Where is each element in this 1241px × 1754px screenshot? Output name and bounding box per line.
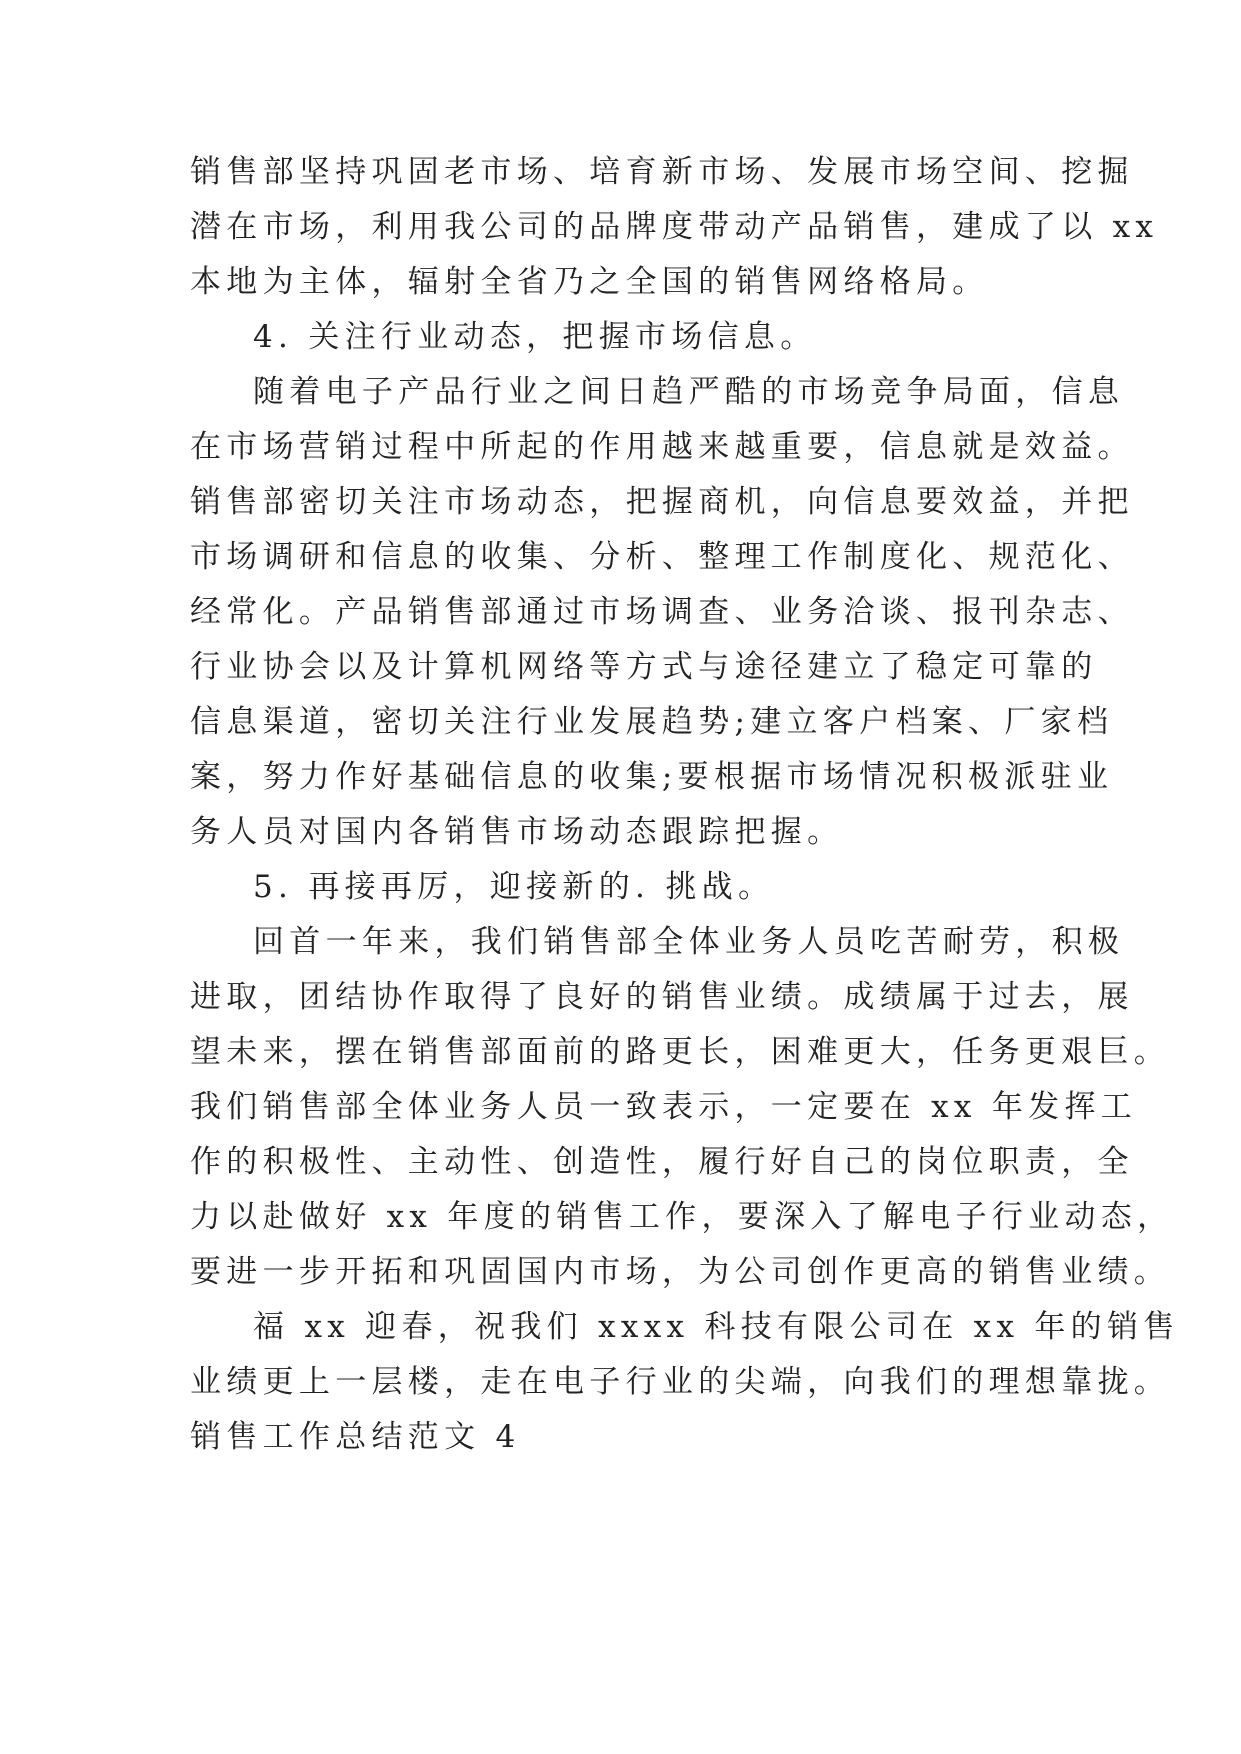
paragraph-line: 市场调研和信息的收集、分析、整理工作制度化、规范化、 [190,539,1134,575]
paragraph-line: 经常化。产品销售部通过市场调查、业务洽谈、报刊杂志、 [190,594,1134,630]
paragraph-line: 作的积极性、主动性、创造性，履行好自己的岗位职责，全 [190,1144,1134,1180]
paragraph-line: 销售部密切关注市场动态，把握商机，向信息要效益，并把 [190,484,1134,520]
paragraph-line: 望未来，摆在销售部面前的路更长，困难更大，任务更艰巨。 [190,1034,1171,1070]
paragraph-line: 潜在市场，利用我公司的品牌度带动产品销售，建成了以 xx [190,209,1159,245]
paragraph-line: 要进一步开拓和巩固国内市场，为公司创作更高的销售业绩。 [190,1254,1171,1290]
section-heading: 4. 关注行业动态，把握市场信息。 [253,319,817,355]
paragraph-line: 福 xx 迎春，祝我们 xxxx 科技有限公司在 xx 年的销售 [253,1309,1180,1345]
section-title: 销售工作总结范文 4 [190,1419,521,1455]
paragraph-line: 务人员对国内各销售市场动态跟踪把握。 [190,814,844,850]
paragraph-line: 进取，团结协作取得了良好的销售业绩。成绩属于过去，展 [190,979,1134,1015]
section-heading: 5. 再接再厉，迎接新的. 挑战。 [253,869,775,905]
paragraph-line: 销售部坚持巩固老市场、培育新市场、发展市场空间、挖掘 [190,154,1134,190]
paragraph-line: 行业协会以及计算机网络等方式与途径建立了稳定可靠的 [190,649,1098,685]
paragraph-line: 案，努力作好基础信息的收集;要根据市场情况积极派驻业 [190,759,1114,795]
paragraph-line: 力以赴做好 xx 年度的销售工作，要深入了解电子行业动态， [190,1199,1174,1235]
paragraph-line: 信息渠道，密切关注行业发展趋势;建立客户档案、厂家档 [190,704,1114,740]
paragraph-line: 回首一年来，我们销售部全体业务人员吃苦耐劳，积极 [253,924,1125,960]
paragraph-line: 本地为主体，辐射全省乃之全国的销售网络格局。 [190,264,989,300]
paragraph-line: 随着电子产品行业之间日趋严酷的市场竞争局面，信息 [253,374,1125,410]
paragraph-line: 在市场营销过程中所起的作用越来越重要，信息就是效益。 [190,429,1134,465]
paragraph-line: 我们销售部全体业务人员一致表示，一定要在 xx 年发挥工 [190,1089,1138,1125]
paragraph-line: 业绩更上一层楼，走在电子行业的尖端，向我们的理想靠拢。 [190,1364,1171,1400]
